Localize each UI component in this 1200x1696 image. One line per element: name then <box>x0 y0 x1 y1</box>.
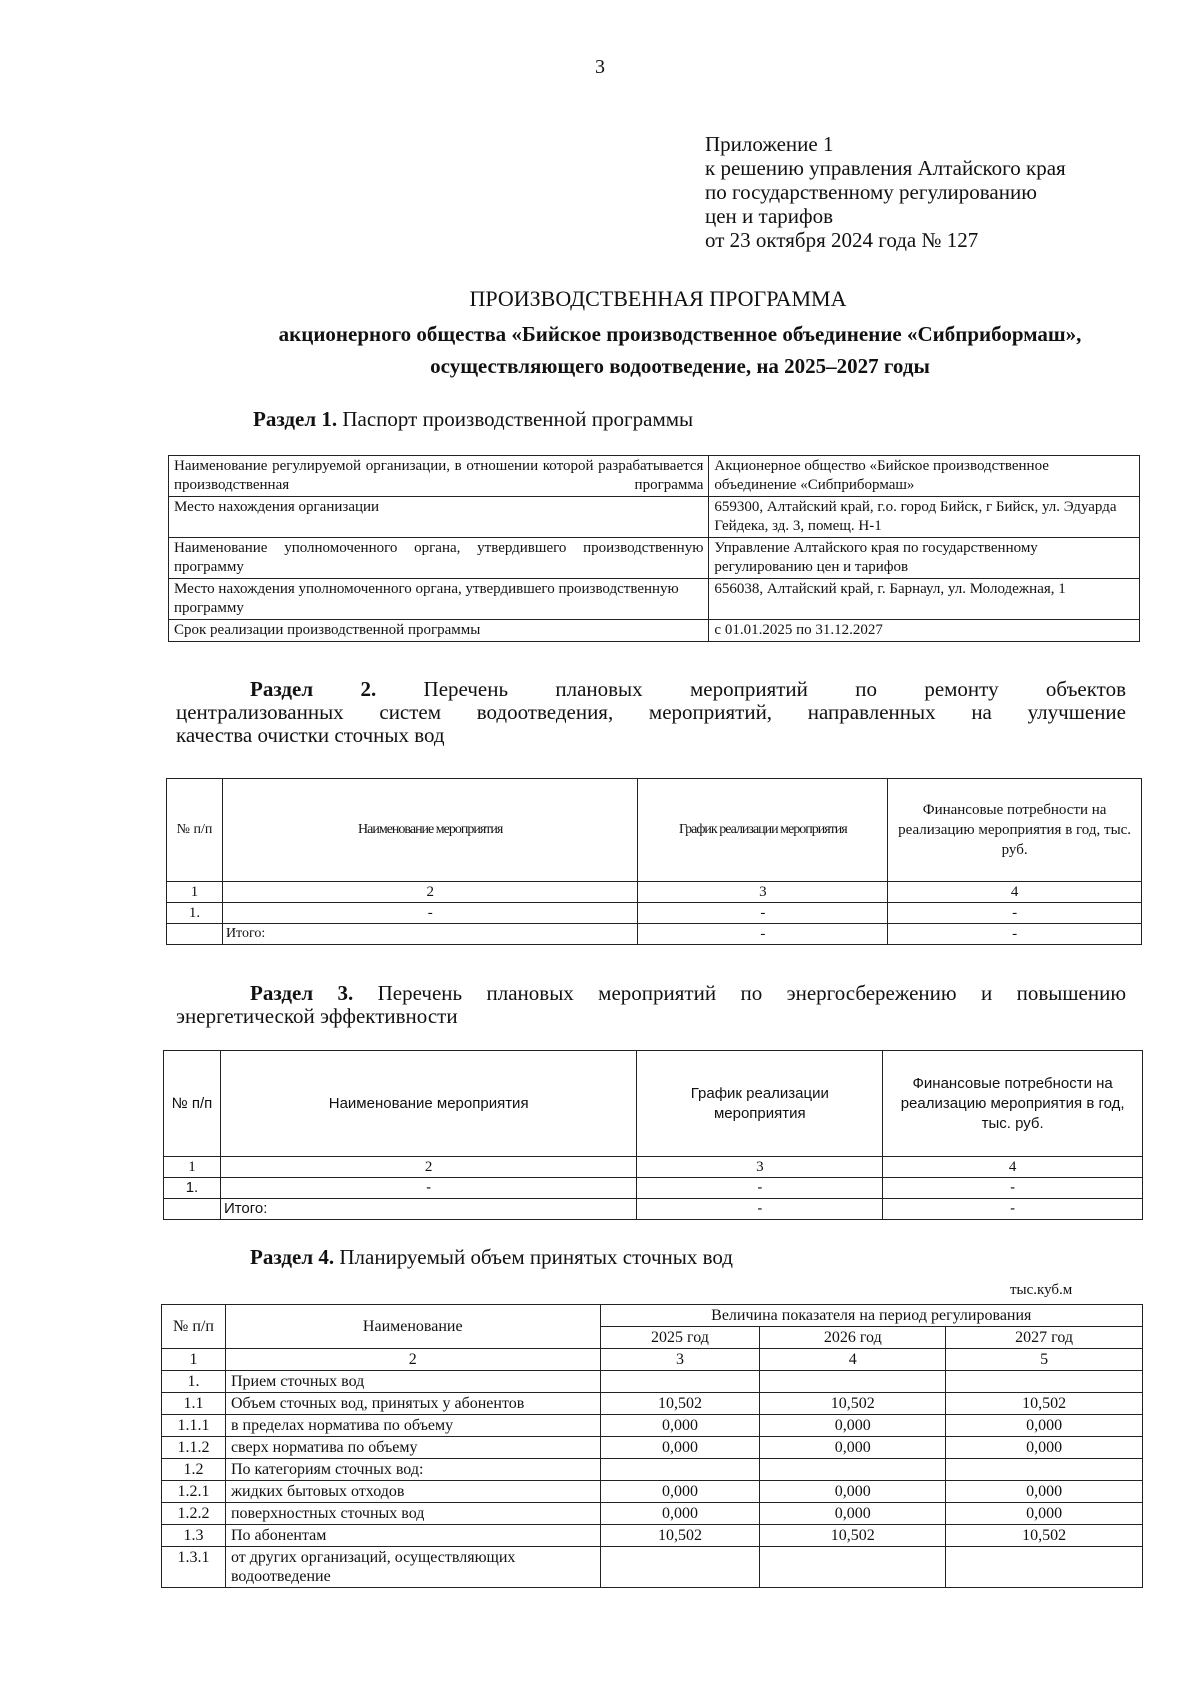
row-cell: - <box>638 903 888 924</box>
row-name: от других организаций, осуществляющих водоотведение <box>225 1547 600 1588</box>
table-row <box>162 1393 1143 1415</box>
header-name: Наименование <box>225 1305 600 1349</box>
row-num: 1. <box>162 1371 226 1393</box>
row-cell: - <box>883 1178 1143 1199</box>
row-num: 1.2.2 <box>162 1503 226 1525</box>
section4-title: Планируемый объем принятых сточных вод <box>339 1245 733 1269</box>
row-value: 0,000 <box>760 1415 946 1437</box>
table-header-row <box>167 779 1142 882</box>
row-value: 10,502 <box>946 1525 1143 1547</box>
table-row <box>169 456 1140 497</box>
row-num: 1.2 <box>162 1459 226 1481</box>
header-name: Наименование мероприятия <box>220 1051 636 1157</box>
passport-row-name: Наименование уполномоченного органа, утвердившего производственную программу <box>169 538 709 579</box>
row-value <box>600 1371 760 1393</box>
table-row <box>162 1481 1143 1503</box>
index-cell: 2 <box>225 1349 600 1371</box>
row-num: 1.2.1 <box>162 1481 226 1503</box>
row-name: жидких бытовых отходов <box>225 1481 600 1503</box>
passport-row-name: Место нахождения уполномоченного органа, утвердившего производственную программу <box>169 579 709 620</box>
table-row <box>164 1157 1143 1178</box>
index-cell: 2 <box>220 1157 636 1178</box>
row-value: 10,502 <box>946 1393 1143 1415</box>
index-cell: 4 <box>883 1157 1143 1178</box>
section1-heading <box>253 408 693 430</box>
unit-label: тыс.куб.м <box>1010 1282 1073 1298</box>
table-row <box>164 1199 1143 1220</box>
section3-line-1 <box>176 982 1126 1005</box>
index-cell: 1 <box>162 1349 226 1371</box>
row-value: 0,000 <box>946 1437 1143 1459</box>
row-name: Объем сточных вод, принятых у абонентов <box>225 1393 600 1415</box>
table-header-row <box>164 1051 1143 1157</box>
row-value: 10,502 <box>760 1525 946 1547</box>
subtitle-line-1: акционерного общества «Бийское производственное объединение «Сибприбормаш», <box>278 322 1082 346</box>
row-value <box>600 1459 760 1481</box>
table-row <box>162 1349 1143 1371</box>
row-cell: - <box>222 903 638 924</box>
header-num: № п/п <box>164 1051 221 1157</box>
section4-label: Раздел 4. <box>250 1245 335 1269</box>
index-cell: 1 <box>164 1157 221 1178</box>
row-name: Прием сточных вод <box>225 1371 600 1393</box>
header-schedule: График реализации мероприятия <box>637 1051 883 1157</box>
section3-table <box>163 1050 1143 1220</box>
passport-table <box>168 455 1140 642</box>
table-row <box>162 1525 1143 1547</box>
section3-heading <box>176 982 1126 1028</box>
passport-row-value: с 01.01.2025 по 31.12.2027 <box>709 620 1140 642</box>
row-value <box>600 1547 760 1588</box>
row-name: По категориям сточных вод: <box>225 1459 600 1481</box>
passport-row-name: Место нахождения организации <box>169 497 709 538</box>
row-cell <box>164 1199 221 1220</box>
table-row <box>162 1459 1143 1481</box>
row-value: 0,000 <box>946 1503 1143 1525</box>
row-name: По абонентам <box>225 1525 600 1547</box>
section3-label: Раздел 3. <box>250 981 354 1005</box>
header-year: 2026 год <box>760 1327 946 1349</box>
appendix-line-4: цен и тарифов <box>705 204 834 228</box>
appendix-block <box>705 132 1066 252</box>
row-value: 0,000 <box>600 1415 760 1437</box>
row-value: 0,000 <box>600 1503 760 1525</box>
row-cell: - <box>637 1178 883 1199</box>
document-title: ПРОИЗВОДСТВЕННАЯ ПРОГРАММА <box>469 286 847 311</box>
appendix-line-1: Приложение 1 <box>705 132 834 156</box>
table-row <box>169 620 1140 642</box>
header-year: 2027 год <box>946 1327 1143 1349</box>
appendix-line-5: от 23 октября 2024 года № 127 <box>705 228 979 252</box>
row-num: 1.3 <box>162 1525 226 1547</box>
table-row <box>162 1503 1143 1525</box>
header-num: № п/п <box>167 779 223 882</box>
section2-table <box>166 778 1142 945</box>
row-cell: 1. <box>167 903 223 924</box>
row-value <box>946 1371 1143 1393</box>
row-value: 10,502 <box>600 1393 760 1415</box>
total-cell: - <box>637 1199 883 1220</box>
row-value: 0,000 <box>600 1481 760 1503</box>
row-value: 0,000 <box>760 1481 946 1503</box>
header-finance: Финансовые потребности на реализацию мероприятия в год, тыс. руб. <box>888 779 1142 882</box>
row-num: 1.1.1 <box>162 1415 226 1437</box>
row-value: 0,000 <box>946 1415 1143 1437</box>
table-header-row <box>162 1305 1143 1327</box>
subtitle-line-2: осуществляющего водоотведение, на 2025–2027 годы <box>430 354 930 378</box>
passport-row-value: Управление Алтайского края по государственному регулированию цен и тарифов <box>709 538 1140 579</box>
row-value: 0,000 <box>600 1437 760 1459</box>
total-label: Итого: <box>222 924 638 945</box>
index-cell: 5 <box>946 1349 1143 1371</box>
row-name: поверхностных сточных вод <box>225 1503 600 1525</box>
table-row <box>167 882 1142 903</box>
passport-row-value: Акционерное общество «Бийское производственное объединение «Сибприбормаш» <box>709 456 1140 497</box>
table-row <box>164 1178 1143 1199</box>
row-cell <box>167 924 223 945</box>
section1-label: Раздел 1. <box>253 407 338 431</box>
total-cell: - <box>888 924 1142 945</box>
row-num: 1.1.2 <box>162 1437 226 1459</box>
row-value: 0,000 <box>946 1481 1143 1503</box>
section3-line1-text: Перечень плановых мероприятий по энергосбережению и повышению <box>377 981 1127 1005</box>
table-row <box>169 497 1140 538</box>
passport-row-name: Срок реализации производственной программы <box>169 620 709 642</box>
table-row <box>162 1371 1143 1393</box>
header-year: 2025 год <box>600 1327 760 1349</box>
table-row <box>162 1547 1143 1588</box>
index-cell: 1 <box>167 882 223 903</box>
section2-line-1 <box>176 678 1126 701</box>
header-finance: Финансовые потребности на реализацию мероприятия в год, тыс. руб. <box>883 1051 1143 1157</box>
appendix-line-2: к решению управления Алтайского края <box>705 156 1066 180</box>
table-row <box>162 1415 1143 1437</box>
section2-line-3: качества очистки сточных вод <box>176 723 445 747</box>
total-cell: - <box>883 1199 1143 1220</box>
table-row <box>167 903 1142 924</box>
table-row <box>167 924 1142 945</box>
header-num: № п/п <box>162 1305 226 1349</box>
passport-row-value: 659300, Алтайский край, г.о. город Бийск, г Бийск, ул. Эдуарда Гейдека, зд. 3, помещ. Н-1 <box>709 497 1140 538</box>
appendix-line-3: по государственному регулированию <box>705 180 1037 204</box>
row-value <box>946 1547 1143 1588</box>
passport-row-name: Наименование регулируемой организации, в отношении которой разрабатывается производственная программа <box>169 456 709 497</box>
index-cell: 2 <box>222 882 638 903</box>
section2-line1-text: Перечень плановых мероприятий по ремонту объектов <box>423 677 1126 701</box>
row-value: 10,502 <box>760 1393 946 1415</box>
total-cell: - <box>638 924 888 945</box>
row-value <box>760 1371 946 1393</box>
section2-line-2: централизованных систем водоотведения, мероприятий, направленных на улучшение <box>176 700 1126 724</box>
index-cell: 3 <box>638 882 888 903</box>
index-cell: 4 <box>888 882 1142 903</box>
table-row <box>162 1437 1143 1459</box>
row-value: 10,502 <box>600 1525 760 1547</box>
row-name: в пределах норматива по объему <box>225 1415 600 1437</box>
row-value <box>760 1459 946 1481</box>
table-row <box>169 579 1140 620</box>
section2-heading <box>176 678 1126 747</box>
section3-line-2: энергетической эффективности <box>176 1004 458 1028</box>
index-cell: 3 <box>637 1157 883 1178</box>
row-num: 1.1 <box>162 1393 226 1415</box>
section4-table <box>161 1304 1143 1588</box>
passport-row-value: 656038, Алтайский край, г. Барнаул, ул. Молодежная, 1 <box>709 579 1140 620</box>
total-label: Итого: <box>220 1199 636 1220</box>
section2-label: Раздел 2. <box>250 677 377 701</box>
row-value <box>946 1459 1143 1481</box>
row-cell: - <box>220 1178 636 1199</box>
row-name: сверх норматива по объему <box>225 1437 600 1459</box>
document-subtitle <box>150 318 1200 382</box>
table-row <box>169 538 1140 579</box>
index-cell: 3 <box>600 1349 760 1371</box>
row-value: 0,000 <box>760 1503 946 1525</box>
section4-heading <box>250 1246 733 1268</box>
row-value <box>760 1547 946 1588</box>
header-name: Наименование мероприятия <box>222 779 638 882</box>
row-value: 0,000 <box>760 1437 946 1459</box>
header-period: Величина показателя на период регулирования <box>600 1305 1142 1327</box>
row-num: 1.3.1 <box>162 1547 226 1588</box>
row-cell: 1. <box>164 1178 221 1199</box>
section1-title: Паспорт производственной программы <box>342 407 694 431</box>
page-number: 3 <box>595 56 605 78</box>
index-cell: 4 <box>760 1349 946 1371</box>
row-cell: - <box>888 903 1142 924</box>
header-schedule: График реализации мероприятия <box>638 779 888 882</box>
